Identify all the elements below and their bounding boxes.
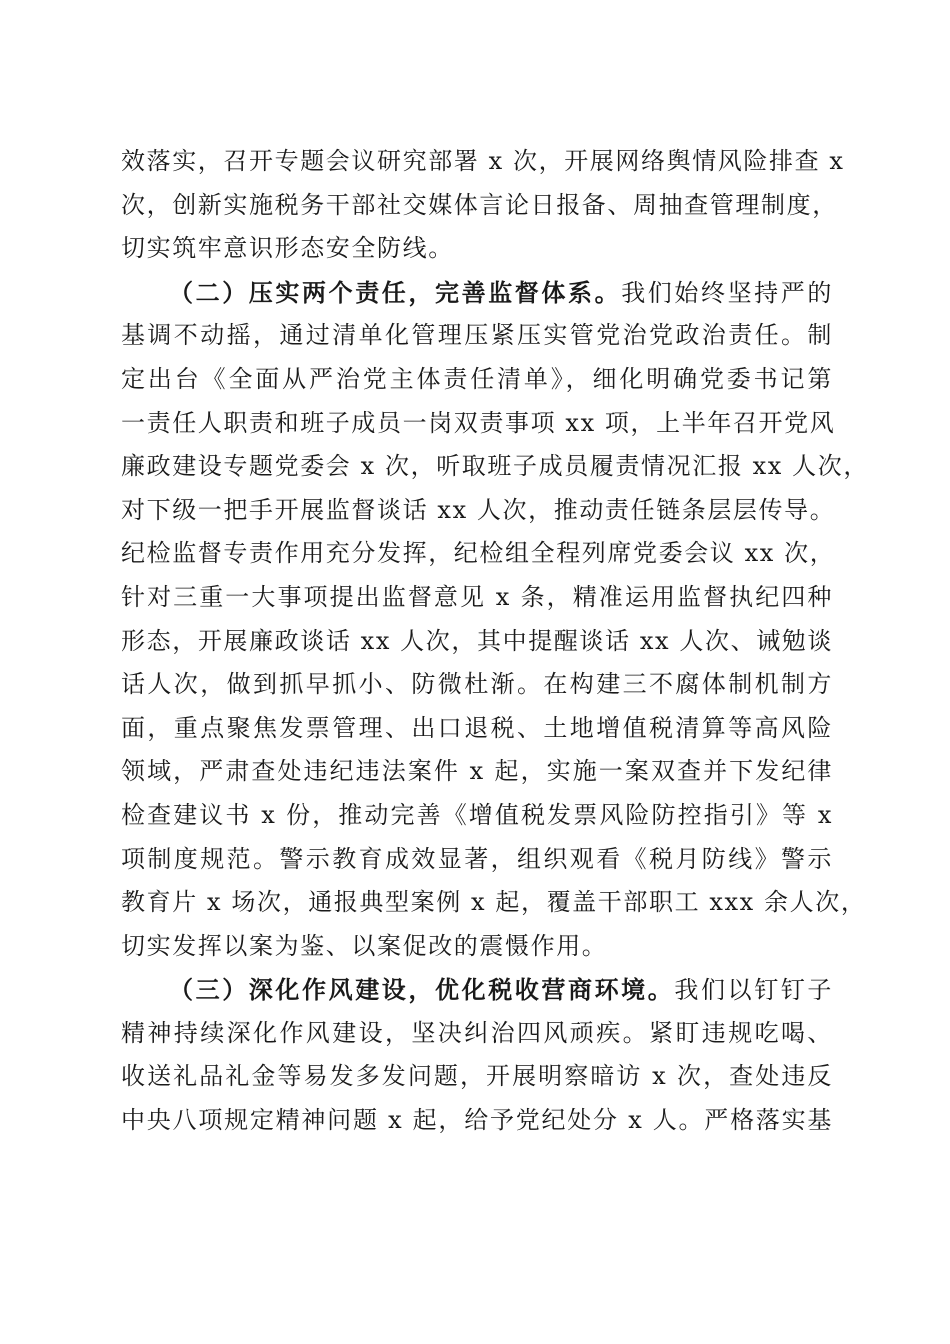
paragraph-line: 廉政建设专题党委会 x 次，听取班子成员履责情况汇报 xx 人次， [121,452,869,481]
paragraph-line: 一责任人职责和班子成员一岗双责事项 xx 项，上半年召开党风 [121,408,836,437]
paragraph-line: 中央八项规定精神问题 x 起，给予党纪处分 x 人。严格落实基 [121,1106,833,1135]
paragraph-line: 话人次，做到抓早抓小、防微杜渐。在构建三不腐体制机制方 [121,670,833,699]
paragraph-line [121,271,833,315]
paragraph-line: 切实发挥以案为鉴、以案促改的震慑作用。 [121,931,608,960]
paragraph-line: 形态，开展廉政谈话 xx 人次，其中提醒谈话 xx 人次、诫勉谈 [121,626,833,655]
paragraph-line: 定出台《全面从严治党主体责任清单》，细化明确党委书记第 [121,364,833,393]
section-heading: （三）深化作风建设，优化税收营商环境。 [169,975,675,1005]
paragraph-line: 对下级一把手开展监督谈话 xx 人次，推动责任链条层层传导。 [121,495,836,524]
paragraph-line: 基调不动摇，通过清单化管理压紧压实管党治党政治责任。制 [121,321,833,350]
document-body [121,140,869,1143]
paragraph-line: 纪检监督专责作用充分发挥，纪检组全程列席党委会议 xx 次， [121,539,836,568]
paragraph-line: 针对三重一大事项提出监督意见 x 条，精准运用监督执纪四种 [121,582,833,611]
paragraph-line: 检查建议书 x 份，推动完善《增值税发票风险防控指引》等 x [121,800,833,829]
paragraph-line: 精神持续深化作风建设，坚决纠治四风顽疾。紧盯违规吃喝、 [121,1018,833,1047]
paragraph-line [121,968,833,1012]
section-heading: （二）压实两个责任，完善监督体系。 [169,277,622,307]
paragraph-line: 项制度规范。警示教育成效显著，组织观看《税月防线》警示 [121,844,833,873]
paragraph-line: 切实筑牢意识形态安全防线。 [121,234,454,263]
paragraph-text: 我们始终坚持严的 [621,278,833,307]
paragraph-line: 次，创新实施税务干部社交媒体言论日报备、周抽查管理制度， [121,190,838,219]
paragraph-line: 收送礼品礼金等易发多发问题，开展明察暗访 x 次，查处违反 [121,1062,833,1091]
paragraph-line: 领域，严肃查处违纪违法案件 x 起，实施一案双查并下发纪律 [121,757,833,786]
paragraph-line: 面，重点聚焦发票管理、出口退税、土地增值税清算等高风险 [121,713,833,742]
paragraph-text: 我们以钉钉子 [674,976,833,1005]
paragraph-line: 效落实，召开专题会议研究部署 x 次，开展网络舆情风险排查 x [121,147,845,175]
paragraph-line: 教育片 x 场次，通报典型案例 x 起，覆盖干部职工 xxx 余人次， [121,888,867,917]
